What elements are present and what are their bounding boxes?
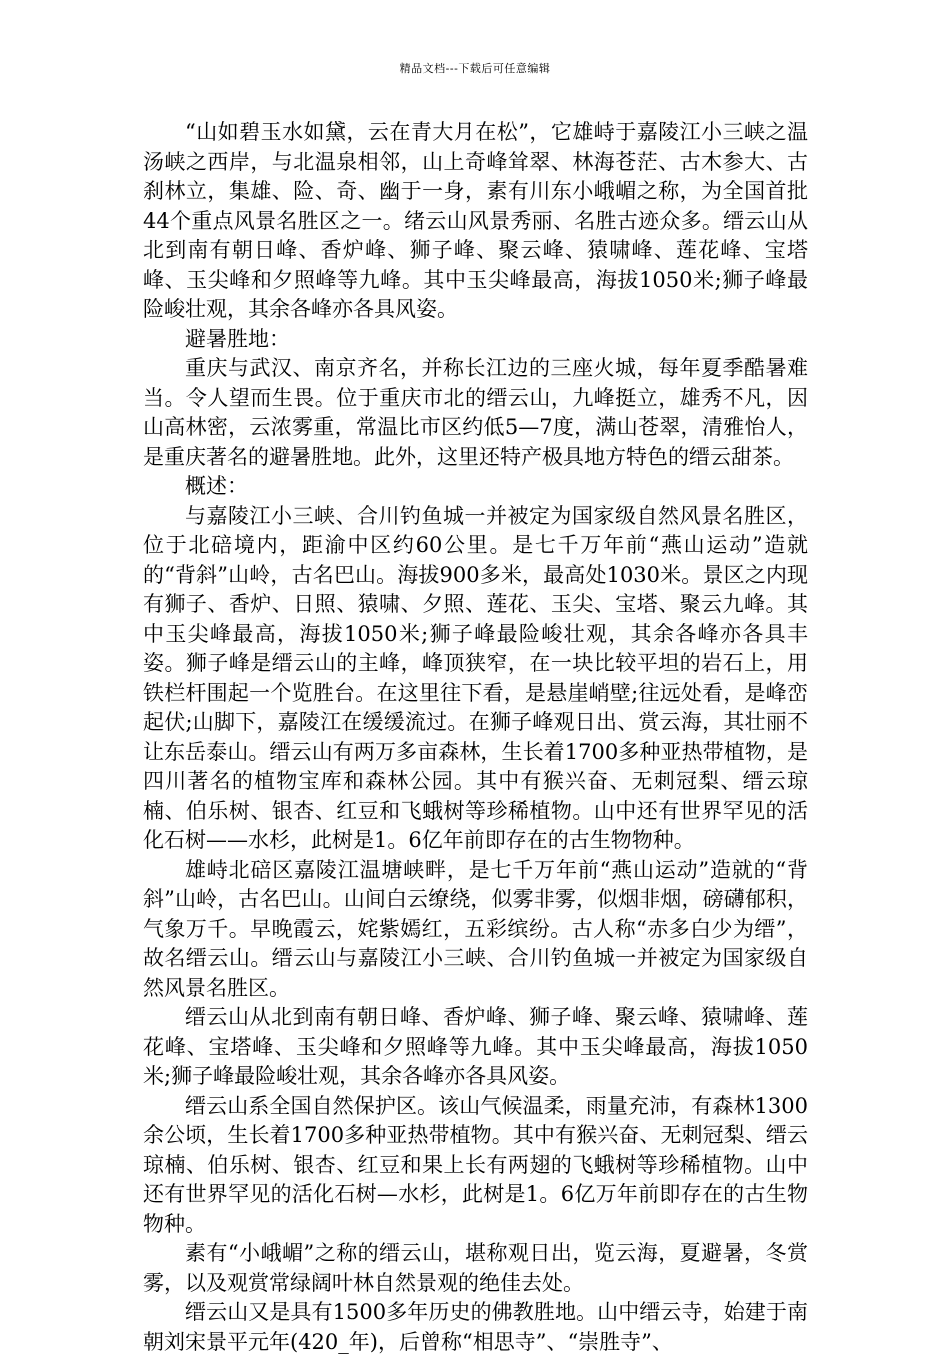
- paragraph-nine-peaks: 缙云山从北到南有朝日峰、香炉峰、狮子峰、聚云峰、猿啸峰、莲花峰、宝塔峰、玉尖峰和夕照峰等九峰。其中玉尖峰最高，海拔1050米;狮子峰最险峻壮观，其余各峰亦各具风姿。: [143, 1005, 808, 1088]
- paragraph-buddhist-site: 缙云山又是具有1500多年历史的佛教胜地。山中缙云寺，始建于南朝刘宋景平元年(420_年)，后曾称“相思寺”、“崇胜寺”、: [143, 1300, 808, 1354]
- section-heading-summer-resort: 避暑胜地：: [185, 326, 290, 351]
- paragraph-nature-reserve: 缙云山系全国自然保护区。该山气候温柔，雨量充沛，有森林1300余公顷，生长着1700多种亚热带植物。其中有猴兴奋、无刺冠梨、缙云琼楠、伯乐树、银杏、红豆和果上长有两翅的飞蛾树等珍稀植物。山中还有世界罕见的活化石树—水杉，此树是1。6亿万年前即存在的古生物物种。: [143, 1093, 808, 1236]
- paragraph-little-emei: 素有“小峨嵋”之称的缙云山，堪称观日出，览云海，夏避暑，冬赏雾，以及观赏常绿阔叶林自然景观的绝佳去处。: [143, 1241, 808, 1295]
- document-body: [143, 118, 808, 1357]
- paragraph-intro: “山如碧玉水如黛，云在青大月在松”，它雄峙于嘉陵江小三峡之温汤峡之西岸，与北温泉相邻，山上奇峰耸翠、林海苍茫、古木参大、古刹林立，集雄、险、奇、幽于一身，素有川东小峨嵋之称，为全国首批44个重点风景名胜区之一。绪云山风景秀丽、名胜古迹众多。缙云山从北到南有朝日峰、香炉峰、狮子峰、聚云峰、猿啸峰、莲花峰、宝塔峰、玉尖峰和夕照峰等九峰。其中玉尖峰最高，海拔1050米;狮子峰最险峻壮观，其余各峰亦各具风姿。: [143, 120, 808, 321]
- paragraph-history-name: 雄峙北碚区嘉陵江温塘峡畔，是七千万年前“燕山运动”造就的“背斜”山岭，古名巴山。山间白云缭绕，似雾非雾，似烟非烟，磅礴郁积，气象万千。早晚霞云，姹紫嫣红，五彩缤纷。古人称“赤多白少为缙”，故名缙云山。缙云山与嘉陵江小三峡、合川钓鱼城一并被定为国家级自然风景名胜区。: [143, 857, 808, 1000]
- section-heading-overview: 概述：: [185, 474, 248, 498]
- paragraph-summer-resort: 重庆与武汉、南京齐名，并称长江边的三座火城，每年夏季酷暑难当。令人望而生畏。位于重庆市北的缙云山，九峰挺立，雄秀不凡，因山高林密，云浓雾重，常温比市区约低5—7度，满山苍翠，清雅怡人，是重庆著名的避暑胜地。此外，这里还特产极具地方特色的缙云甜茶。: [143, 356, 808, 469]
- page-header: 精品文档---下载后可任意编辑: [399, 62, 551, 75]
- paragraph-overview: 与嘉陵江小三峡、合川钓鱼城一并被定为国家级自然风景名胜区，位于北碚境内，距渝中区约60公里。是七千万年前“燕山运动”造就的“背斜”山岭，古名巴山。海拔900多米，最高处1030米。景区之内现有狮子、香炉、日照、猿啸、夕照、莲花、玉尖、宝塔、聚云九峰。其中玉尖峰最高，海拔1050米;狮子峰最险峻壮观，其余各峰亦各具丰姿。狮子峰是缙云山的主峰，峰顶狭窄，在一块比较平坦的岩石上，用铁栏杆围起一个览胜台。在这里往下看，是悬崖峭壁;往远处看，是峰峦起伏;山脚下，嘉陵江在缓缓流过。在狮子峰观日出、赏云海，其壮丽不让东岳泰山。缙云山有两万多亩森林，生长着1700多种亚热带植物，是四川著名的植物宝库和森林公园。其中有猴兴奋、无刺冠梨、缙云琼楠、伯乐树、银杏、红豆和飞蛾树等珍稀植物。山中还有世界罕见的活化石树——水杉，此树是1。6亿年前即存在的古生物物种。: [143, 503, 808, 852]
